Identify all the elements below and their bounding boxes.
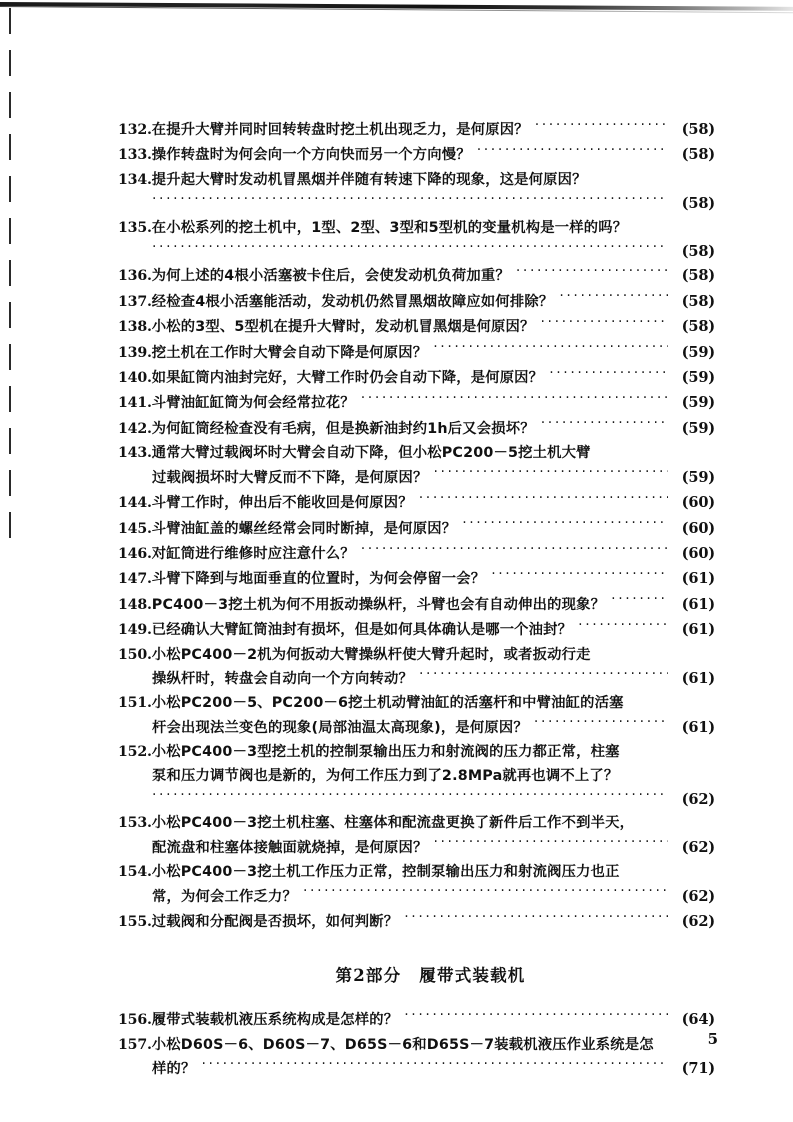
toc-entry[interactable] bbox=[118, 290, 715, 314]
toc-dot-leader bbox=[404, 912, 668, 926]
toc-entry-line bbox=[118, 910, 715, 934]
toc-entry-number: 157. bbox=[118, 1036, 152, 1053]
toc-dot-leader bbox=[361, 544, 668, 558]
toc-entry-title: 为何缸筒经检查没有毛病，但是换新油封约1h后又会损坏？ bbox=[151, 420, 535, 437]
toc-entry-title: 小松PC400－3挖土机工作压力正常，控制泵输出压力和射流阀压力也正 bbox=[151, 864, 620, 881]
margin-dash-mark bbox=[9, 260, 11, 286]
toc-entry-number: 144. bbox=[118, 495, 152, 512]
toc-entry-number: 136. bbox=[118, 268, 152, 285]
toc-entry-number: 154. bbox=[118, 864, 152, 881]
toc-entry-title: 小松PC400－3型挖土机的控制泵输出压力和射流阀的压力都正常，柱塞 bbox=[151, 744, 620, 761]
toc-entry[interactable] bbox=[118, 366, 715, 390]
toc-entry-line bbox=[118, 644, 715, 667]
part-heading-number: 2 bbox=[353, 966, 366, 986]
toc-dot-leader bbox=[462, 519, 668, 533]
toc-dot-leader bbox=[419, 669, 668, 683]
margin-dash-mark bbox=[9, 302, 11, 328]
page-number-folio: 5 bbox=[707, 1030, 718, 1048]
toc-entry-number: 147. bbox=[118, 571, 152, 588]
toc-entry-line bbox=[118, 417, 715, 441]
toc-entry-line bbox=[118, 442, 715, 465]
toc-entry-number: 155. bbox=[118, 914, 152, 930]
toc-entry-number: 152. bbox=[118, 744, 152, 761]
toc-dot-leader bbox=[491, 569, 668, 583]
left-margin-dash-marks bbox=[9, 8, 13, 528]
toc-dot-leader bbox=[535, 120, 668, 134]
toc-entry-number: 135. bbox=[118, 219, 152, 236]
margin-dash-mark bbox=[9, 92, 11, 118]
toc-entry-page-number: (62) bbox=[681, 887, 715, 905]
toc-entry-title: 提升起大臂时发动机冒黑烟并伴随有转速下降的现象，这是何原因？ bbox=[151, 171, 587, 188]
toc-entry-line bbox=[118, 192, 715, 215]
margin-dash-mark bbox=[9, 8, 11, 34]
toc-dot-leader bbox=[152, 790, 668, 804]
toc-entry-title: 在提升大臂并同时回转转盘时挖土机出现乏力，是何原因？ bbox=[151, 122, 529, 138]
toc-entry-line bbox=[118, 466, 715, 490]
toc-entry-page-number: (61) bbox=[681, 718, 715, 736]
toc-entry[interactable] bbox=[118, 517, 715, 541]
toc-entry-title: PC400－3挖土机为何不用扳动操纵杆，斗臂也会有自动伸出的现象？ bbox=[151, 596, 606, 613]
toc-entry[interactable] bbox=[118, 118, 715, 142]
toc-entry[interactable] bbox=[118, 741, 715, 811]
toc-entry-number: 132. bbox=[118, 122, 152, 138]
toc-entry[interactable] bbox=[118, 315, 715, 339]
margin-dash-mark bbox=[9, 176, 11, 202]
part-heading bbox=[118, 962, 715, 986]
toc-dot-leader bbox=[541, 419, 668, 433]
toc-entry[interactable] bbox=[118, 1008, 715, 1032]
toc-entry-line bbox=[118, 812, 715, 835]
toc-entry-page-number: (62) bbox=[681, 913, 715, 930]
toc-entry-number: 138. bbox=[118, 319, 152, 336]
toc-entry[interactable] bbox=[118, 143, 715, 167]
toc-entry[interactable] bbox=[118, 910, 715, 934]
toc-entry-line bbox=[118, 1057, 715, 1081]
toc-entry-page-number: (61) bbox=[681, 595, 715, 613]
toc-entry-line bbox=[118, 618, 715, 642]
toc-entry[interactable] bbox=[118, 341, 715, 365]
part-heading-title: 履带式装载机 bbox=[419, 966, 526, 986]
toc-list-part-2 bbox=[118, 1008, 715, 1081]
toc-entry-line bbox=[118, 836, 715, 860]
toc-entry-page-number: (61) bbox=[681, 621, 715, 639]
toc-entry-line bbox=[118, 491, 715, 515]
toc-entry-title: 通常大臂过载阀坏时大臂会自动下降，但小松PC200－5挖土机大臂 bbox=[151, 445, 591, 462]
toc-dot-leader bbox=[477, 145, 668, 159]
toc-entry-line bbox=[118, 861, 715, 884]
toc-entry-line bbox=[118, 593, 715, 617]
toc-entry-line bbox=[118, 517, 715, 541]
toc-entry[interactable] bbox=[118, 217, 715, 264]
toc-entry-line bbox=[118, 315, 715, 339]
toc-entry-number: 153. bbox=[118, 815, 152, 832]
toc-entry[interactable] bbox=[118, 812, 715, 860]
toc-entry-page-number: (60) bbox=[681, 494, 715, 512]
part-heading-suffix: 部分 bbox=[365, 966, 402, 986]
toc-entry-page-number: (58) bbox=[681, 318, 715, 336]
toc-list-part-1 bbox=[118, 118, 715, 934]
toc-dot-leader bbox=[303, 887, 668, 901]
toc-dot-leader bbox=[611, 595, 668, 609]
toc-entry[interactable] bbox=[118, 491, 715, 515]
toc-entry-title: 斗臂油缸缸筒为何会经常拉花？ bbox=[151, 395, 355, 412]
toc-entry-number: 139. bbox=[118, 344, 152, 361]
toc-entry-page-number: (62) bbox=[681, 790, 715, 808]
toc-entry-title: 小松PC400－3挖土机柱塞、柱塞体和配流盘更换了新件后工作不到半天， bbox=[151, 815, 635, 832]
toc-entry-line bbox=[118, 290, 715, 314]
toc-dot-leader bbox=[516, 266, 668, 280]
toc-dot-leader bbox=[361, 393, 668, 407]
toc-dot-leader bbox=[152, 194, 668, 208]
toc-entry-line bbox=[118, 1034, 715, 1057]
margin-dash-mark bbox=[9, 470, 11, 496]
toc-entry-title: 杆会出现法兰变色的现象(局部油温太高现象)，是何原因？ bbox=[152, 719, 528, 736]
toc-entry[interactable] bbox=[118, 692, 715, 740]
toc-entry-page-number: (64) bbox=[681, 1011, 715, 1029]
margin-dash-mark bbox=[9, 134, 11, 160]
toc-entry-line bbox=[118, 118, 715, 142]
toc-entry-title: 对缸筒进行维修时应注意什么？ bbox=[151, 545, 355, 562]
margin-dash-mark bbox=[9, 512, 11, 538]
toc-entry-line bbox=[118, 567, 715, 591]
toc-entry-number: 141. bbox=[118, 395, 152, 412]
toc-entry[interactable] bbox=[118, 417, 715, 441]
toc-dot-leader bbox=[433, 343, 668, 357]
toc-entry-title: 经检查4根小活塞能活动，发动机仍然冒黑烟故障应如何排除？ bbox=[151, 293, 554, 310]
toc-entry-title: 小松D60S－6、D60S－7、D65S－6和D65S－7装载机液压作业系统是怎 bbox=[151, 1036, 654, 1053]
toc-entry-line bbox=[118, 741, 715, 764]
toc-entry-number: 150. bbox=[118, 646, 152, 663]
margin-dash-mark bbox=[9, 386, 11, 412]
toc-entry-page-number: (58) bbox=[681, 121, 715, 138]
toc-entry-number: 137. bbox=[118, 293, 152, 310]
toc-entry-line bbox=[118, 143, 715, 167]
toc-entry-title: 样的？ bbox=[152, 1061, 196, 1078]
toc-entry-title: 过载阀损坏时大臂反而不下降，是何原因？ bbox=[152, 469, 428, 486]
toc-entry[interactable] bbox=[118, 644, 715, 692]
toc-entry-number: 143. bbox=[118, 445, 152, 462]
toc-entry-number: 148. bbox=[118, 596, 152, 613]
toc-entry-page-number: (58) bbox=[681, 195, 715, 213]
toc-entry-line bbox=[118, 542, 715, 566]
part-heading-prefix: 第 bbox=[335, 966, 354, 986]
toc-entry-title: 小松PC200－5、PC200－6挖土机动臂油缸的活塞杆和中臂油缸的活塞 bbox=[151, 695, 624, 712]
toc-entry-page-number: (58) bbox=[681, 292, 715, 310]
toc-entry[interactable] bbox=[118, 1034, 715, 1082]
toc-entry-number: 140. bbox=[118, 370, 152, 387]
toc-entry-number: 145. bbox=[118, 520, 152, 537]
toc-entry-page-number: (61) bbox=[681, 570, 715, 588]
toc-dot-leader bbox=[540, 317, 668, 331]
toc-entry[interactable] bbox=[118, 169, 715, 216]
margin-dash-mark bbox=[9, 218, 11, 244]
toc-dot-leader bbox=[152, 242, 668, 256]
toc-dot-leader bbox=[578, 620, 668, 634]
toc-entry-line bbox=[118, 788, 715, 811]
toc-entry-line bbox=[118, 240, 715, 263]
toc-entry[interactable] bbox=[118, 542, 715, 566]
toc-dot-leader bbox=[433, 838, 668, 852]
toc-entry-line bbox=[118, 341, 715, 365]
toc-entry-title: 斗臂油缸盖的螺丝经常会同时断掉，是何原因？ bbox=[151, 520, 457, 537]
toc-entry-title: 在小松系列的挖土机中，1型、2型、3型和5型机的变量机构是一样的吗？ bbox=[151, 219, 628, 236]
toc-entry-page-number: (62) bbox=[681, 838, 715, 856]
toc-page-content bbox=[118, 118, 715, 1083]
toc-entry[interactable] bbox=[118, 391, 715, 415]
toc-entry[interactable] bbox=[118, 264, 715, 288]
toc-entry-page-number: (59) bbox=[681, 369, 715, 387]
toc-entry-line bbox=[118, 885, 715, 909]
toc-entry-line bbox=[118, 264, 715, 288]
toc-entry-line bbox=[118, 692, 715, 715]
toc-entry-line bbox=[118, 667, 715, 691]
toc-entry-number: 146. bbox=[118, 545, 152, 562]
toc-entry-page-number: (58) bbox=[681, 267, 715, 285]
toc-entry-title: 如果缸筒内油封完好，大臂工作时仍会自动下降，是何原因？ bbox=[151, 370, 544, 387]
toc-entry-page-number: (58) bbox=[681, 146, 715, 164]
toc-entry-number: 151. bbox=[118, 695, 152, 712]
toc-entry-title: 履带式装载机液压系统构成是怎样的？ bbox=[151, 1012, 399, 1029]
toc-entry-line bbox=[118, 716, 715, 740]
margin-dash-mark bbox=[9, 428, 11, 454]
toc-dot-leader bbox=[433, 468, 668, 482]
toc-entry-title: 小松的3型、5型机在提升大臂时，发动机冒黑烟是何原因？ bbox=[151, 319, 535, 336]
toc-entry-line bbox=[118, 765, 715, 788]
margin-dash-mark bbox=[9, 344, 11, 370]
toc-entry-number: 133. bbox=[118, 147, 152, 164]
toc-entry-page-number: (59) bbox=[681, 468, 715, 486]
toc-entry[interactable] bbox=[118, 618, 715, 642]
margin-dash-mark bbox=[9, 50, 11, 76]
toc-entry[interactable] bbox=[118, 567, 715, 591]
toc-entry-number: 142. bbox=[118, 420, 152, 437]
toc-dot-leader bbox=[202, 1059, 669, 1073]
toc-entry-page-number: (71) bbox=[681, 1060, 715, 1078]
toc-entry-page-number: (60) bbox=[681, 519, 715, 537]
toc-entry-title: 配流盘和柱塞体接触面就烧掉，是何原因？ bbox=[152, 839, 428, 856]
toc-entry-line bbox=[118, 366, 715, 390]
toc-entry-title: 操作转盘时为何会向一个方向快而另一个方向慢？ bbox=[151, 147, 471, 164]
toc-dot-leader bbox=[534, 718, 668, 732]
toc-dot-leader bbox=[419, 493, 668, 507]
toc-entry-title: 操纵杆时，转盘会自动向一个方向转动？ bbox=[152, 670, 413, 687]
toc-entry-page-number: (59) bbox=[681, 343, 715, 361]
toc-entry-line bbox=[118, 1008, 715, 1032]
toc-entry-number: 156. bbox=[118, 1012, 152, 1029]
toc-entry-title: 过载阀和分配阀是否损坏，如何判断？ bbox=[151, 914, 399, 930]
toc-entry-title: 泵和压力调节阀也是新的，为何工作压力到了2.8MPa就再也调不上了？ bbox=[152, 767, 619, 784]
toc-entry-page-number: (59) bbox=[681, 419, 715, 437]
toc-entry-title: 小松PC400－2机为何扳动大臂操纵杆使大臂升起时，或者扳动行走 bbox=[151, 646, 591, 663]
toc-entry-title: 已经确认大臂缸筒油封有损坏，但是如何具体确认是哪一个油封？ bbox=[151, 622, 573, 639]
toc-entry-title: 常，为何会工作乏力？ bbox=[152, 888, 297, 905]
toc-entry-title: 为何上述的4根小活塞被卡住后，会使发动机负荷加重？ bbox=[151, 268, 510, 285]
toc-entry-line bbox=[118, 169, 715, 192]
toc-dot-leader bbox=[549, 368, 668, 382]
toc-entry-title: 挖土机在工作时大臂会自动下降是何原因？ bbox=[151, 344, 428, 361]
toc-entry[interactable] bbox=[118, 861, 715, 909]
toc-dot-leader bbox=[404, 1010, 668, 1024]
toc-entry-line bbox=[118, 391, 715, 415]
toc-entry-page-number: (58) bbox=[681, 243, 715, 261]
toc-entry-page-number: (61) bbox=[681, 669, 715, 687]
toc-dot-leader bbox=[559, 292, 668, 306]
toc-entry[interactable] bbox=[118, 442, 715, 490]
toc-entry-title: 斗臂下降到与地面垂直的位置时，为何会停留一会？ bbox=[151, 571, 486, 588]
toc-entry-page-number: (59) bbox=[681, 394, 715, 412]
toc-entry-number: 149. bbox=[118, 622, 152, 639]
toc-entry-number: 134. bbox=[118, 171, 152, 188]
toc-entry-title: 斗臂工作时，伸出后不能收回是何原因？ bbox=[151, 495, 413, 512]
toc-entry[interactable] bbox=[118, 593, 715, 617]
toc-entry-page-number: (60) bbox=[681, 544, 715, 562]
toc-entry-line bbox=[118, 217, 715, 240]
